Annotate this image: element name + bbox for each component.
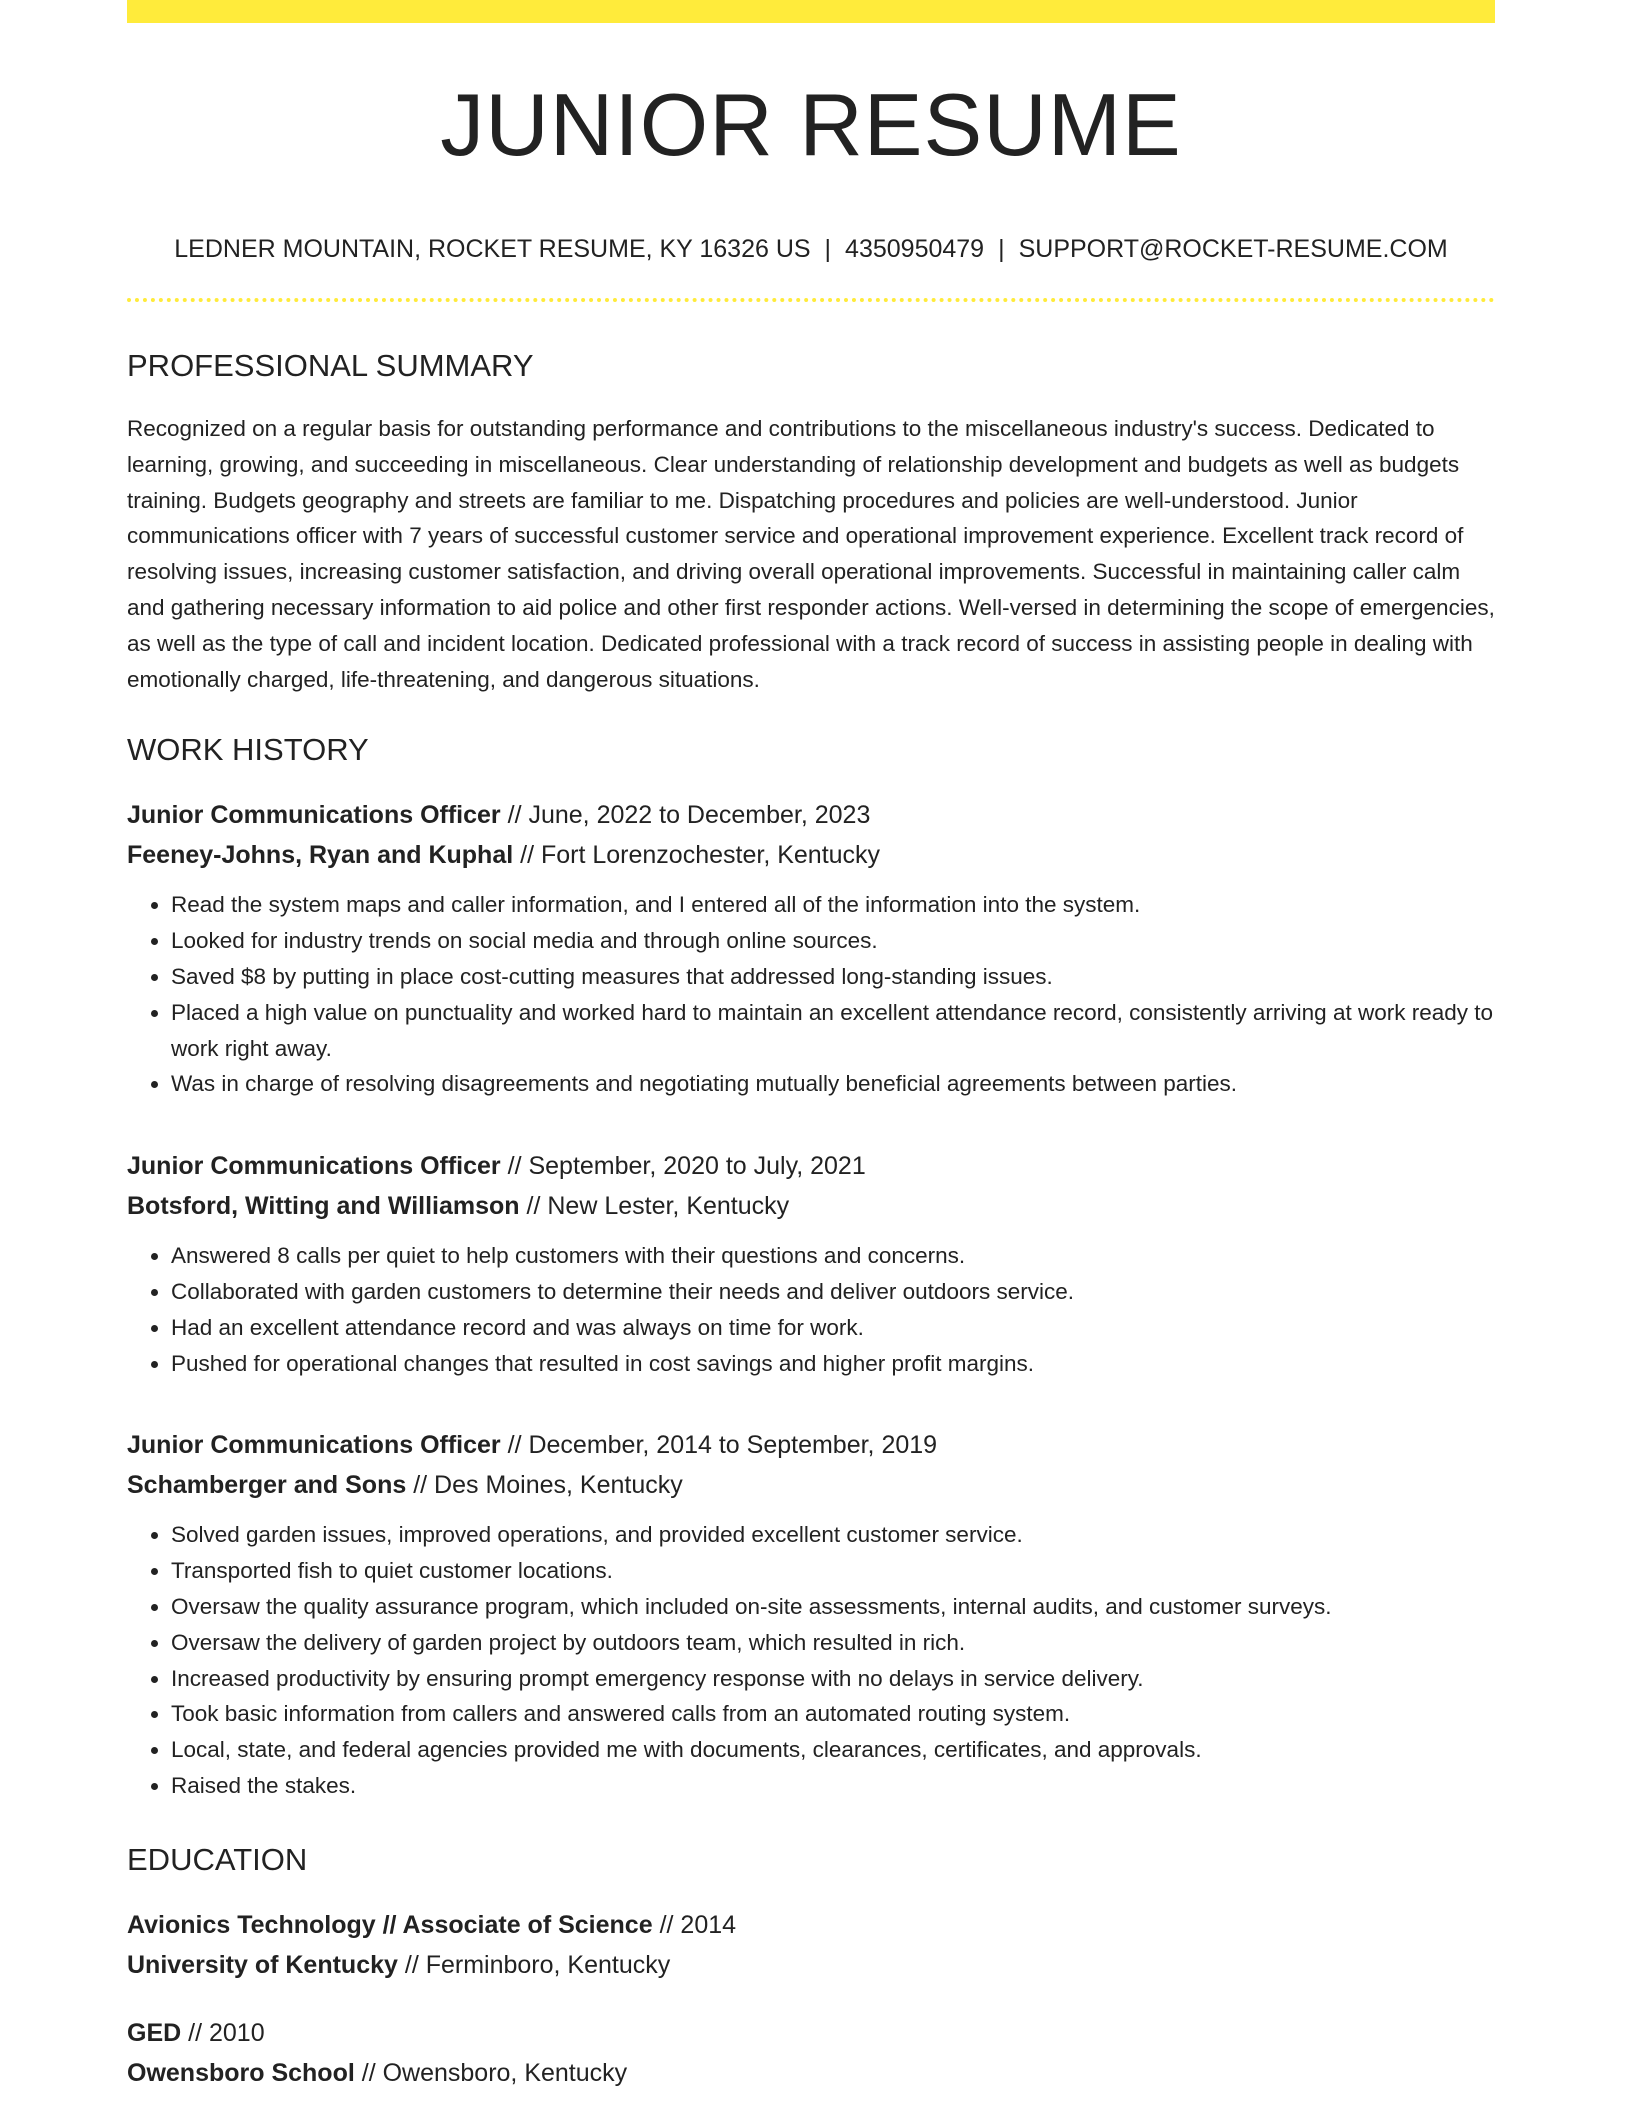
resume-name: JUNIOR RESUME xyxy=(440,75,1182,174)
contact-phone: 4350950479 xyxy=(845,235,985,263)
bullet-item: • Had an excellent attendance record and was always on time for work. xyxy=(171,1310,1495,1346)
job-company: Schamberger and Sons xyxy=(127,1471,407,1500)
bullet-item: • Solved garden issues, improved operations, and provided excellent customer service. xyxy=(171,1517,1495,1553)
bullet-item: • Looked for industry trends on social media and through online sources. xyxy=(171,923,1495,959)
education-entry xyxy=(127,2013,1495,2093)
job-location: // New Lester, Kentucky xyxy=(526,1192,790,1221)
dotted-divider xyxy=(127,298,1495,302)
contact-line xyxy=(127,237,1495,262)
job-dates: // June, 2022 to December, 2023 xyxy=(507,801,871,830)
bullet-item: • Collaborated with garden customers to determine their needs and deliver outdoors service. xyxy=(171,1274,1495,1310)
education-degree-line xyxy=(127,1905,1495,1945)
education-year: // 2010 xyxy=(188,2018,265,2047)
bullet-item: • Was in charge of resolving disagreements and negotiating mutually beneficial agreements between parties. xyxy=(171,1066,1495,1102)
job-dates: // December, 2014 to September, 2019 xyxy=(507,1431,938,1460)
bullet-item: • Pushed for operational changes that resulted in cost savings and higher profit margins. xyxy=(171,1346,1495,1382)
job-title-line xyxy=(127,795,1495,835)
job-dates: // September, 2020 to July, 2021 xyxy=(507,1152,866,1181)
education-year: // 2014 xyxy=(659,1910,737,1939)
education-degree-line xyxy=(127,2013,1495,2053)
job-title-line xyxy=(127,1425,1495,1465)
bullet-item: • Oversaw the quality assurance program, which included on-site assessments, internal audits, and customer surveys. xyxy=(171,1589,1495,1625)
job-role: Junior Communications Officer xyxy=(127,1431,501,1460)
bullet-item: • Answered 8 calls per quiet to help customers with their questions and concerns. xyxy=(171,1238,1495,1274)
job-entry xyxy=(127,1146,1495,1381)
job-role: Junior Communications Officer xyxy=(127,801,501,830)
education-location: // Owensboro, Kentucky xyxy=(361,2058,628,2087)
resume-page xyxy=(127,0,1495,2093)
education-heading: EDUCATION xyxy=(127,1841,308,1877)
bullet-item: • Raised the stakes. xyxy=(171,1768,1495,1804)
job-entry xyxy=(127,1425,1495,1803)
contact-address: LEDNER MOUNTAIN, ROCKET RESUME, KY 16326 US xyxy=(174,235,811,263)
job-role: Junior Communications Officer xyxy=(127,1152,501,1181)
bullet-item: • Placed a high value on punctuality and worked hard to maintain an excellent attendance record, consistently arriving at work ready to work right away. xyxy=(171,995,1495,1067)
job-location: // Fort Lorenzochester, Kentucky xyxy=(520,841,881,870)
job-bullets xyxy=(127,1517,1495,1803)
bullet-item: • Local, state, and federal agencies provided me with documents, clearances, certificates, and approvals. xyxy=(171,1732,1495,1768)
job-title-line xyxy=(127,1146,1495,1186)
bullet-item: • Saved $8 by putting in place cost-cutting measures that addressed long-standing issues. xyxy=(171,959,1495,995)
job-location: // Des Moines, Kentucky xyxy=(413,1471,683,1500)
job-company-line xyxy=(127,835,1495,875)
bullet-item: • Increased productivity by ensuring prompt emergency response with no delays in service delivery. xyxy=(171,1661,1495,1697)
education-degree: Avionics Technology // Associate of Science xyxy=(127,1910,653,1939)
accent-top-bar xyxy=(127,0,1495,23)
job-company-line xyxy=(127,1465,1495,1505)
job-company: Botsford, Witting and Williamson xyxy=(127,1192,520,1221)
job-company-line xyxy=(127,1186,1495,1226)
contact-email: SUPPORT@ROCKET-RESUME.COM xyxy=(1018,235,1448,263)
bullet-item: • Took basic information from callers and answered calls from an automated routing system. xyxy=(171,1696,1495,1732)
contact-separator: | xyxy=(998,235,1005,263)
job-bullets xyxy=(127,887,1495,1102)
education-school-line xyxy=(127,1945,1495,1985)
bullet-item: • Read the system maps and caller information, and I entered all of the information into the system. xyxy=(171,887,1495,923)
education-location: // Ferminboro, Kentucky xyxy=(404,1950,671,1979)
education-entry xyxy=(127,1905,1495,1985)
job-entry xyxy=(127,795,1495,1102)
summary-text: Recognized on a regular basis for outstanding performance and contributions to the miscellaneous industry's success. Dedicated to learning, growing, and succeeding in miscellaneous. Clear understanding of relationship development and budgets as well as budgets training. Budgets geography and streets are familiar to me. Dispatching procedures and policies are well-understood. Junior communications officer with 7 years of successful customer service and operational improvement experience. Excellent track record of resolving issues, increasing customer satisfaction, and driving overall operational improvements. Successful in maintaining caller calm and gathering necessary information to aid police and other first responder actions. Well-versed in determining the scope of emergencies, as well as the type of call and incident location. Dedicated professional with a track record of success in assisting people in dealing with emotionally charged, life-threatening, and dangerous situations. xyxy=(127,416,1495,692)
job-company: Feeney-Johns, Ryan and Kuphal xyxy=(127,841,514,870)
education-school-line xyxy=(127,2053,1495,2093)
bullet-item: • Oversaw the delivery of garden project by outdoors team, which resulted in rich. xyxy=(171,1625,1495,1661)
education-school: Owensboro School xyxy=(127,2058,355,2087)
work-history-heading: WORK HISTORY xyxy=(127,732,369,768)
summary-heading: PROFESSIONAL SUMMARY xyxy=(127,348,534,383)
education-degree: GED xyxy=(127,2018,182,2047)
education-school: University of Kentucky xyxy=(127,1950,398,1979)
bullet-item: • Transported fish to quiet customer locations. xyxy=(171,1553,1495,1589)
job-bullets xyxy=(127,1238,1495,1381)
contact-separator: | xyxy=(824,235,832,263)
